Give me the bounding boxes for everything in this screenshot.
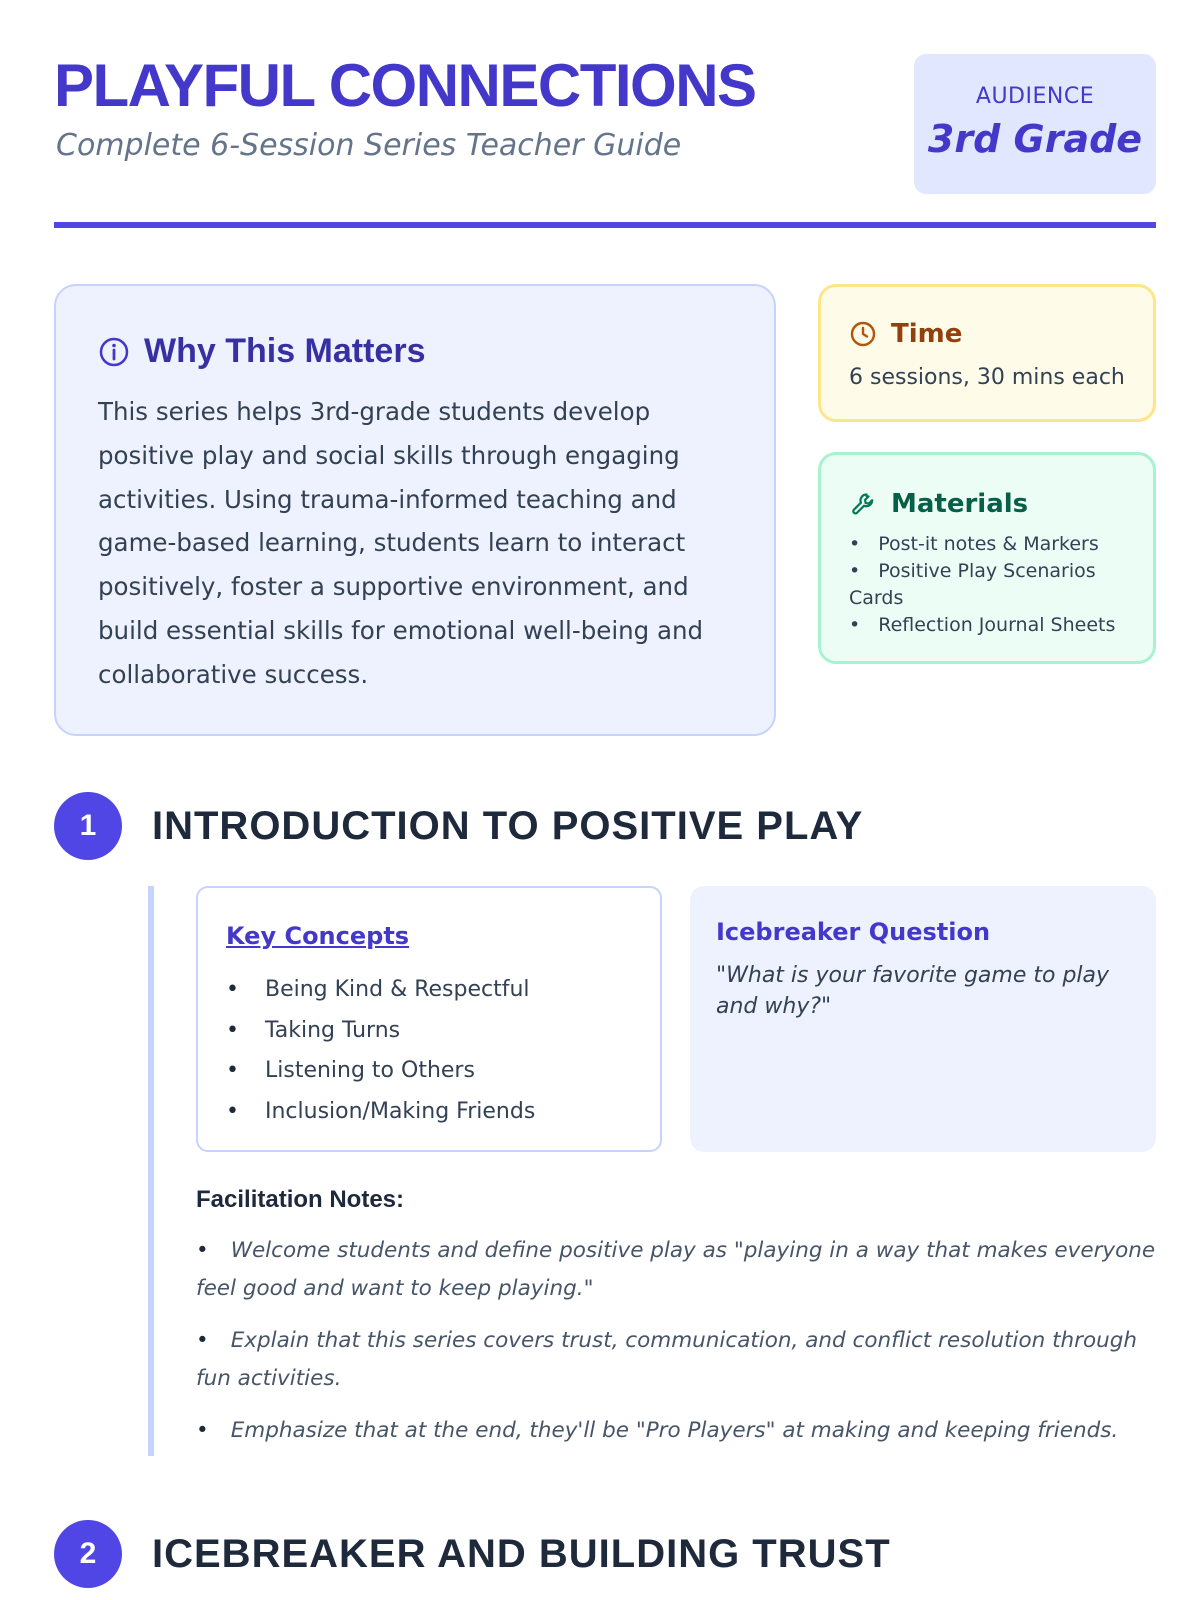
audience-badge	[914, 54, 1156, 194]
materials-header	[849, 489, 1028, 519]
page-subtitle: Complete 6-Session Series Teacher Guide	[56, 128, 682, 163]
materials-list	[849, 531, 1139, 639]
session-title: ICEBREAKER AND BUILDING TRUST	[152, 1531, 891, 1576]
page-header	[54, 52, 1156, 228]
icebreaker-card	[690, 886, 1156, 1152]
list-item: • Taking Turns	[226, 1011, 535, 1052]
facilitation-notes-list	[196, 1232, 1156, 1464]
session-number-badge: 2	[54, 1520, 122, 1588]
list-item: • Emphasize that at the end, they'll be "Pro Players" at making and keeping friends.	[196, 1412, 1156, 1450]
materials-title: Materials	[891, 489, 1029, 519]
header-divider	[54, 222, 1156, 228]
time-text: 6 sessions, 30 mins each	[849, 365, 1125, 390]
key-concepts-link[interactable]: Key Concepts	[226, 922, 410, 950]
audience-label: AUDIENCE	[975, 84, 1095, 109]
session-1-header	[54, 792, 863, 860]
facilitation-title: Facilitation Notes:	[196, 1186, 405, 1213]
why-this-matters-card	[54, 284, 776, 736]
clock-icon	[849, 320, 877, 348]
time-header	[849, 319, 962, 349]
session-number-badge: 1	[54, 792, 122, 860]
time-card	[818, 284, 1156, 422]
icebreaker-title: Icebreaker Question	[716, 918, 991, 946]
session-1-rail	[148, 886, 154, 1456]
list-item: • Inclusion/Making Friends	[226, 1092, 535, 1133]
materials-card	[818, 452, 1156, 664]
icebreaker-question: "What is your favorite game to play and why?"	[716, 963, 1110, 1019]
audience-value: 3rd Grade	[927, 117, 1143, 161]
list-item: • Explain that this series covers trust, communication, and conflict resolution through fun activities.	[196, 1322, 1156, 1398]
materials-item: • Reflection Journal Sheets	[849, 612, 1139, 639]
materials-item: • Post-it notes & Markers	[849, 531, 1139, 558]
why-header	[98, 332, 425, 371]
info-icon	[98, 336, 130, 368]
why-title: Why This Matters	[144, 332, 426, 370]
materials-item: • Positive Play Scenarios Cards	[849, 558, 1139, 612]
key-concepts-list	[226, 970, 535, 1132]
why-body: This series helps 3rd-grade students develop positive play and social skills through engaging activities. Using trauma-informed teaching and game-based learning, students learn to interact positively, foster a supportive environment, and build essential skills for emotional well-being and collaborative success.	[98, 397, 704, 689]
time-title: Time	[891, 319, 963, 349]
page-title: PLAYFUL CONNECTIONS	[54, 52, 756, 119]
wrench-icon	[849, 490, 877, 518]
list-item: • Listening to Others	[226, 1051, 535, 1092]
session-2-header	[54, 1520, 891, 1588]
list-item: • Welcome students and define positive play as "playing in a way that makes everyone feel good and want to keep playing."	[196, 1232, 1156, 1308]
session-title: INTRODUCTION TO POSITIVE PLAY	[152, 803, 864, 848]
key-concepts-card	[196, 886, 662, 1152]
list-item: • Being Kind & Respectful	[226, 970, 535, 1011]
